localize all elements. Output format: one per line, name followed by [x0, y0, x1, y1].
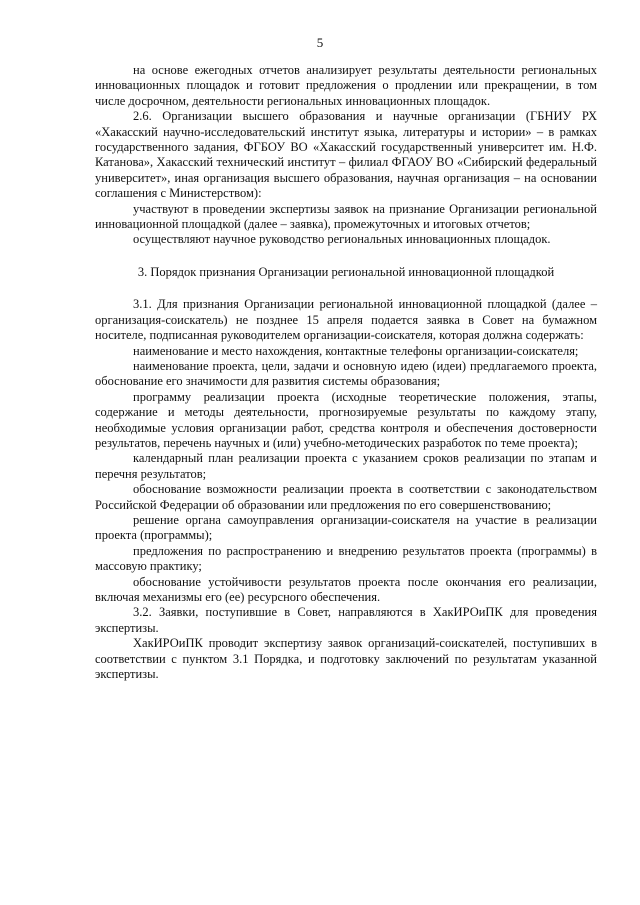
list-item: наименование проекта, цели, задачи и основную идею (идеи) предлагаемого проекта, обоснование его значимости для развития системы образования;	[95, 358, 597, 389]
paragraph: осуществляют научное руководство региональных инновационных площадок.	[133, 232, 551, 247]
list-item: программу реализации проекта (исходные теоретические положения, этапы, содержание и методы деятельности, прогнозируемые результаты по каждому этапу, необходимые условия организации работ, средства контроля и обеспечения достоверности результатов, перечень научных и (или) учебно-методических разработок по теме проекта);	[95, 389, 597, 450]
paragraph: на основе ежегодных отчетов анализирует результаты деятельности региональных инновационных площадок и готовит предложения о продлении или прекращении, в том числе досрочном, деятельности региональных инновационных площадок.	[95, 63, 597, 108]
list-item: обоснование устойчивости результатов проекта после окончания его реализации, включая механизмы его (ее) ресурсного обеспечения.	[95, 574, 597, 604]
list-item: наименование и место нахождения, контактные телефоны организации-соискателя;	[133, 343, 579, 358]
page-number: 5	[316, 35, 324, 50]
document-body	[95, 63, 597, 682]
list-item: решение органа самоуправления организации-соискателя на участие в реализации проекта (программы);	[95, 512, 597, 543]
paragraph-3-1: 3.1. Для признания Организации региональной инновационной площадкой (далее – организация-соискатель) не позднее 15 апреля подается заявка в Совет на бумажном носителе, подписанная руководителем организации-соискателя, которая должна содержать:	[95, 297, 597, 343]
list-item: обоснование возможности реализации проекта в соответствии с законодательством Российской Федерации об образовании или предложения по его совершенствованию;	[95, 482, 597, 512]
list-item: предложения по распространению и внедрению результатов проекта (программы) в массовую практику;	[95, 543, 597, 574]
list-item: календарный план реализации проекта с указанием сроков реализации по этапам и перечня результатов;	[95, 451, 597, 481]
paragraph-2-6: 2.6. Организации высшего образования и научные организации (ГБНИУ РХ «Хакасский научно-исследовательский институт языка, литературы и истории» – в рамках государственного задания, ФГБОУ ВО «Хакасский государственный университет им. Н.Ф. Катанова», Хакасский технический институт – филиал ФГАОУ ВО «Сибирский федеральный университет», иная организация высшего образования, научная организация – на основании соглашения с Министерством):	[95, 109, 597, 201]
paragraph-3-2: 3.2. Заявки, поступившие в Совет, направляются в ХакИРОиПК для проведения экспертизы.	[95, 605, 597, 635]
section-heading: 3. Порядок признания Организации региональной инновационной площадкой	[137, 264, 555, 279]
paragraph: ХакИРОиПК проводит экспертизу заявок организаций-соискателей, поступивших в соответствии с пунктом 3.1 Порядка, и подготовку заключений по результатам указанной экспертизы.	[95, 636, 597, 682]
paragraph: участвуют в проведении экспертизы заявок на признание Организации региональной инновационной площадкой (далее – заявка), промежуточных и итоговых отчетов;	[95, 201, 597, 232]
